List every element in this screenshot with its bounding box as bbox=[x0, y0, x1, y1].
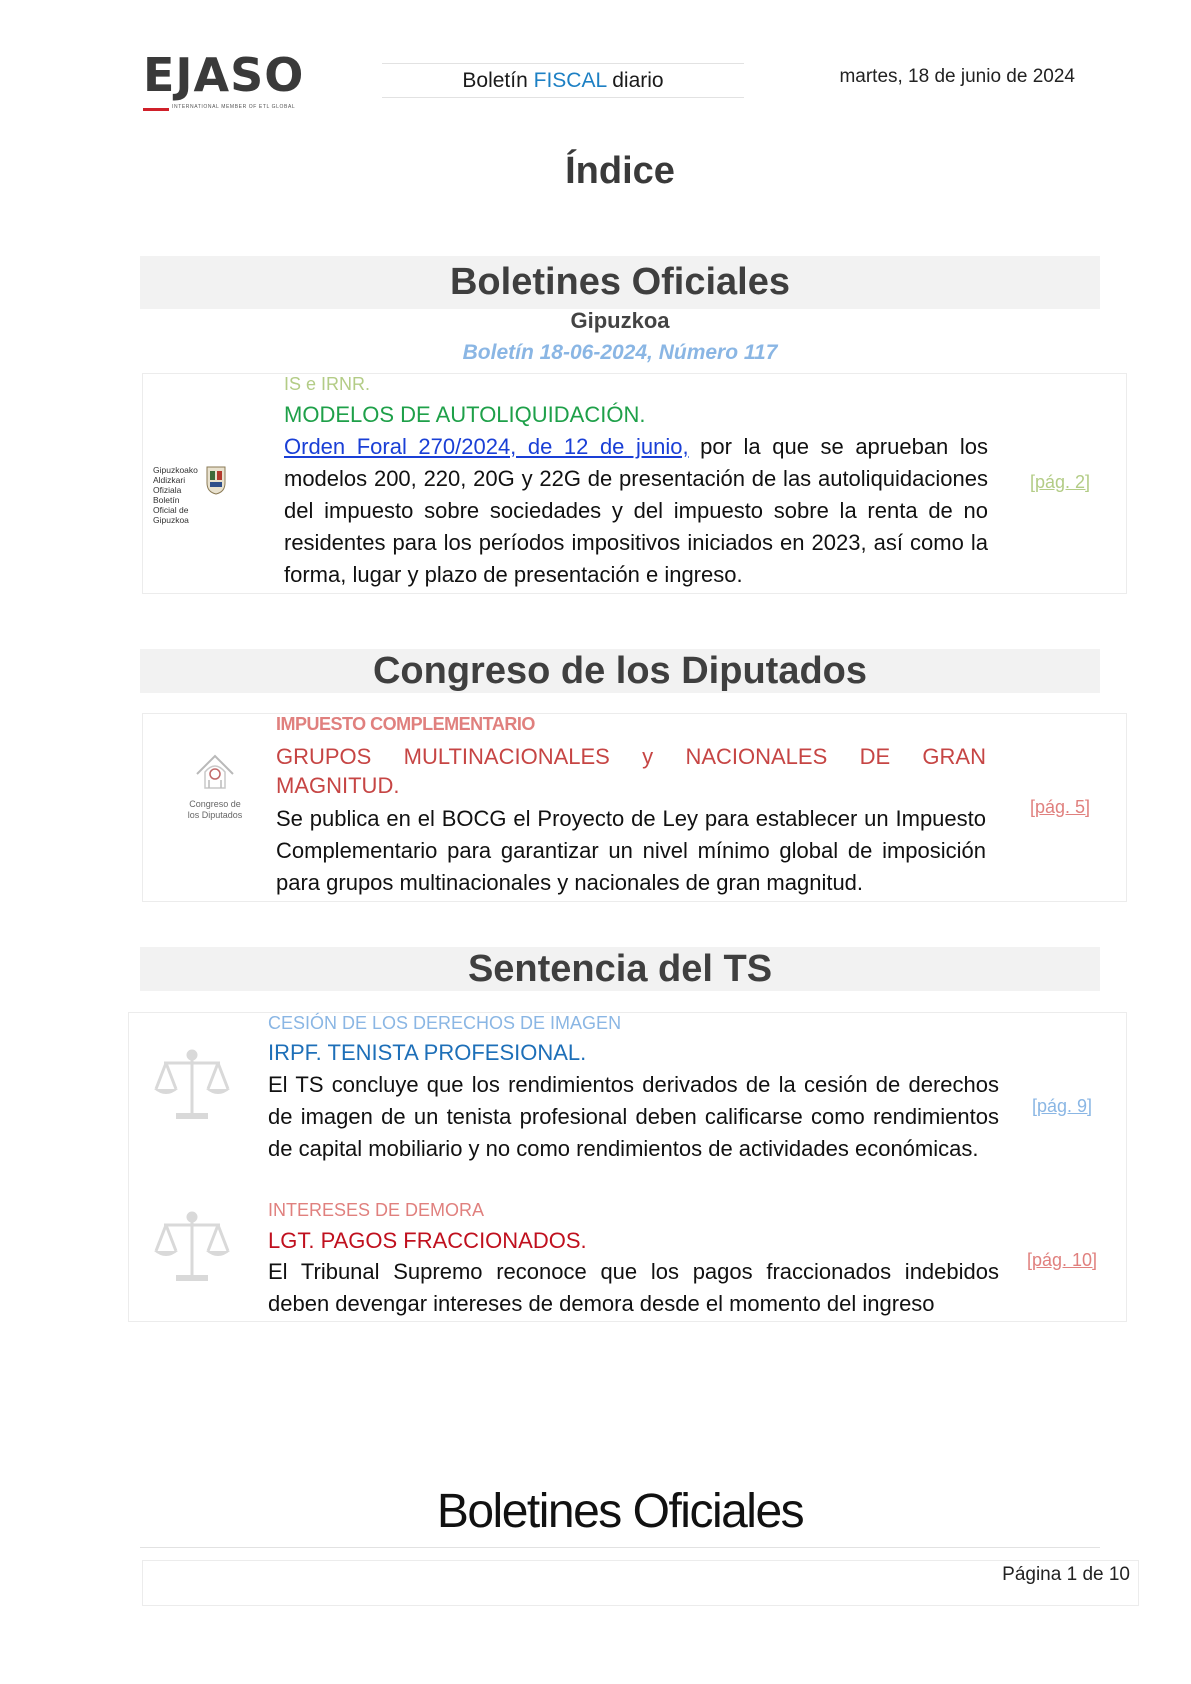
entry-title: IRPF. TENISTA PROFESIONAL. bbox=[268, 1040, 587, 1065]
bulletin-name-pre: Boletín bbox=[462, 69, 528, 92]
section-heading-congreso: Congreso de los Diputados bbox=[140, 649, 1100, 693]
coat-of-arms-icon bbox=[205, 465, 227, 495]
entry-category: IMPUESTO COMPLEMENTARIO bbox=[276, 714, 535, 734]
divider bbox=[140, 1547, 1100, 1548]
index-title: Índice bbox=[565, 150, 675, 192]
gipuzkoa-logo-right: Boletín Oficial de Gipuzkoa bbox=[153, 495, 189, 525]
scale-icon bbox=[152, 1045, 232, 1125]
congreso-logo-text: Congreso de los Diputados bbox=[187, 799, 243, 820]
entry-body: El TS concluye que los rendimientos derivados de la cesión de derechos de imagen de un tenista profesional deben calificarse como rendimientos de capital mobiliario y no como rendimientos de actividades económicas. bbox=[268, 1072, 999, 1161]
section-heading-boletines: Boletines Oficiales bbox=[140, 256, 1100, 309]
entry-title-line1: GRUPOS MULTINACIONALES y NACIONALES DE GRAN bbox=[276, 744, 986, 769]
congreso-logo bbox=[175, 750, 255, 830]
entry-body: Se publica en el BOCG el Proyecto de Ley para establecer un Impuesto Complementario para garantizar un nivel mínimo global de imposición para grupos multinacionales y nacionales de gran magnitud. bbox=[276, 806, 986, 895]
entry-body: El Tribunal Supremo reconoce que los pagos fraccionados indebidos deben devengar intereses de demora desde el momento del ingreso bbox=[268, 1259, 999, 1316]
bulletin-date: martes, 18 de junio de 2024 bbox=[839, 66, 1075, 87]
section-heading-sentencia: Sentencia del TS bbox=[140, 947, 1100, 991]
entry-title-line2: MAGNITUD. bbox=[276, 773, 400, 798]
logo-red-bar bbox=[143, 108, 169, 111]
page-link-5[interactable]: [pág. 5] bbox=[1030, 797, 1091, 817]
page-number: Página 1 de 10 bbox=[1002, 1564, 1130, 1585]
bulletin-name-accent: FISCAL bbox=[533, 69, 607, 92]
entry-body bbox=[284, 431, 988, 591]
logo-subtext: INTERNATIONAL MEMBER OF ETL GLOBAL bbox=[172, 103, 296, 110]
gipuzkoa-logo-left: Gipuzkoako Aldizkari Ofiziala bbox=[153, 465, 198, 495]
region-title: Gipuzkoa bbox=[570, 308, 670, 333]
ejaso-logo bbox=[143, 48, 313, 114]
page-link-9[interactable]: [pág. 9] bbox=[1032, 1096, 1093, 1116]
entry-title: MODELOS DE AUTOLIQUIDACIÓN. bbox=[284, 402, 646, 427]
next-section-title: Boletines Oficiales bbox=[436, 1485, 804, 1538]
scale-icon bbox=[152, 1207, 232, 1287]
bulletin-name bbox=[382, 63, 744, 98]
entry-category: INTERESES DE DEMORA bbox=[268, 1200, 485, 1220]
bulletin-name-post: diario bbox=[612, 69, 664, 92]
logo-text: EJASO bbox=[143, 48, 305, 102]
page-link-2[interactable]: [pág. 2] bbox=[1030, 472, 1091, 492]
orden-foral-link[interactable]: Orden Foral 270/2024, de 12 de junio, bbox=[284, 434, 689, 459]
entry-category: IS e IRNR. bbox=[284, 374, 371, 394]
gipuzkoa-logo bbox=[153, 465, 261, 525]
page-link-10[interactable]: [pág. 10] bbox=[1027, 1250, 1098, 1270]
congreso-emblem-icon bbox=[191, 750, 239, 794]
entry-category: CESIÓN DE LOS DERECHOS DE IMAGEN bbox=[268, 1013, 622, 1033]
entry-title: LGT. PAGOS FRACCIONADOS. bbox=[268, 1228, 587, 1253]
bulletin-number: Boletín 18-06-2024, Número 117 bbox=[462, 341, 778, 364]
entry-body-text: por la que se aprueban los modelos 200, 220, 20G y 22G de presentación de las autoliquidaciones del impuesto sobre sociedades y del impuesto sobre la renta de no residentes para los períodos impositivos iniciados en 2023, así como la forma, lugar y plazo de presentación e ingreso. bbox=[284, 434, 988, 587]
